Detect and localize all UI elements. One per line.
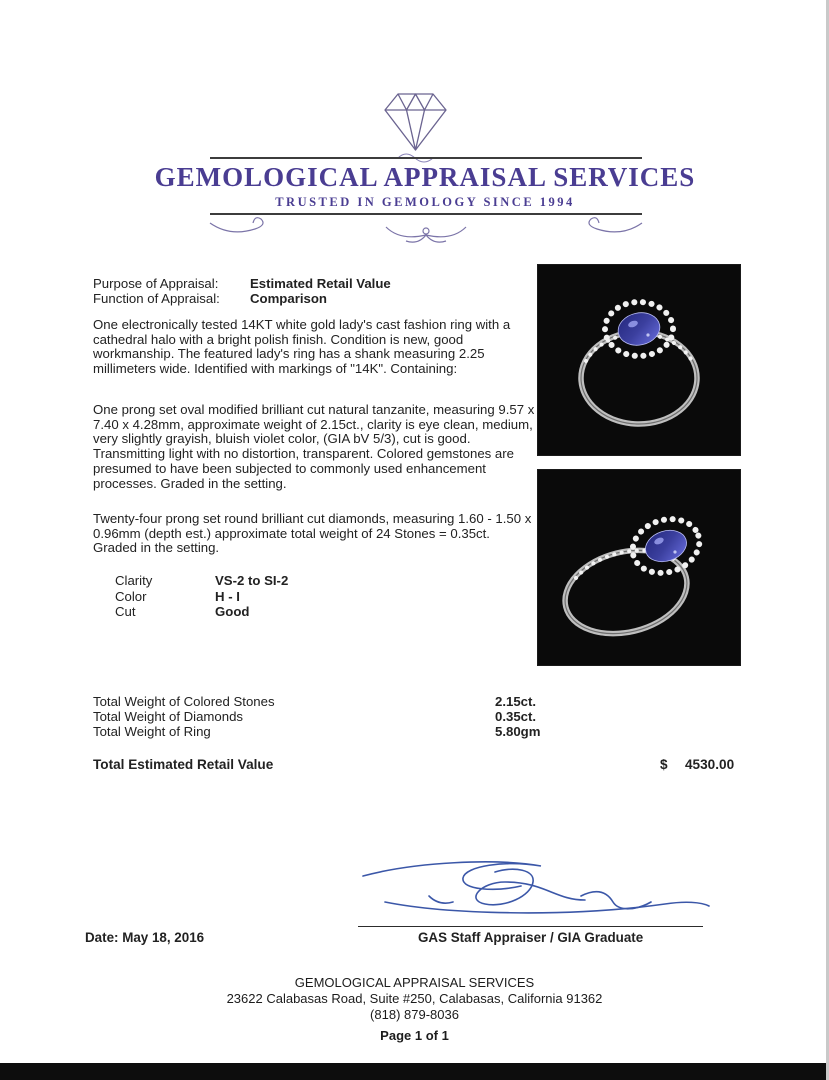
clarity-label: Clarity xyxy=(115,573,153,588)
total-diamonds-value: 0.35ct. xyxy=(495,709,537,725)
totals-block xyxy=(93,695,733,741)
footer-phone: (818) 879-8036 xyxy=(370,1007,459,1022)
purpose-value: Estimated Retail Value xyxy=(250,276,391,291)
total-colored-stones-label: Total Weight of Colored Stones xyxy=(93,694,275,709)
grading-row-cut xyxy=(115,605,415,621)
total-ring-weight-label: Total Weight of Ring xyxy=(93,724,211,740)
total-colored-stones-row xyxy=(93,695,733,710)
total-diamonds-label: Total Weight of Diamonds xyxy=(93,709,244,725)
description-paragraph-diamonds: Twenty-four prong set round brilliant cut diamonds, measuring 1.60 - 1.50 x 0.96mm (depth est.) approximate total weight of 24 Stones = 0.35ct. Graded in the setting. xyxy=(93,511,532,556)
diamond-logo-icon xyxy=(368,86,463,164)
clarity-value: VS-2 to SI-2 xyxy=(215,573,289,588)
signature-rule xyxy=(358,926,703,927)
date-line: Date: May 18, 2016 xyxy=(85,930,205,945)
total-ring-weight-row xyxy=(93,725,733,740)
total-value-label: Total Estimated Retail Value xyxy=(93,757,274,772)
function-row xyxy=(93,292,533,307)
grading-table xyxy=(115,574,415,621)
page-number: Page 1 of 1 xyxy=(380,1028,449,1043)
color-label: Color xyxy=(115,588,147,604)
cut-label: Cut xyxy=(115,604,136,620)
total-colored-stones-value: 2.15ct. xyxy=(495,694,537,709)
total-diamonds-row xyxy=(93,710,733,725)
ring-photo-side-view xyxy=(538,470,740,665)
appraiser-title: GAS Staff Appraiser / GIA Graduate xyxy=(418,930,644,945)
grading-row-clarity xyxy=(115,574,415,590)
purpose-block xyxy=(93,277,533,306)
org-tagline: TRUSTED IN GEMOLOGY SINCE 1994 xyxy=(275,195,575,209)
grading-row-color xyxy=(115,590,415,606)
header-rule-top xyxy=(210,157,642,159)
scan-edge-bottom xyxy=(0,1063,829,1080)
color-value: H - I xyxy=(215,588,240,604)
appraiser-signature xyxy=(345,852,720,930)
purpose-label: Purpose of Appraisal: xyxy=(93,276,219,291)
org-name-heading: GEMOLOGICAL APPRAISAL SERVICES xyxy=(154,162,696,192)
purpose-row xyxy=(93,277,533,292)
footer-address: 23622 Calabasas Road, Suite #250, Calabasas, California 91362 xyxy=(226,991,603,1006)
function-label: Function of Appraisal: xyxy=(93,290,220,306)
footer-org-name: GEMOLOGICAL APPRAISAL SERVICES xyxy=(294,975,535,990)
total-value-currency: $ xyxy=(660,757,668,772)
function-value: Comparison xyxy=(250,290,327,306)
total-ring-weight-value: 5.80gm xyxy=(495,724,541,740)
description-paragraph-tanzanite: One prong set oval modified brilliant cut natural tanzanite, measuring 9.57 x 7.40 x 4.28mm, approximate weight of 2.15ct., clarity is eye clean, medium, very slightly grayish, bluish violet color, (GIA bV 5/3), cut is good. Transmitting light with no distortion, transparent. Colored gemstones are presumed to have been subjected to commonly used enhancement processes. Graded in the setting. xyxy=(93,402,535,491)
flourish-icon xyxy=(200,215,652,247)
description-paragraph-ring: One electronically tested 14KT white gold lady's cast fashion ring with a cathedral halo with a bright polish finish. Condition is new, good workmanship. The featured lady's ring has a shank measuring 2.25 millimeters wide. Identified with markings of "14K". Containing: xyxy=(93,317,511,377)
total-value-amount: 4530.00 xyxy=(685,757,735,772)
cut-value: Good xyxy=(215,604,250,620)
ring-photo-top-view xyxy=(538,265,740,455)
